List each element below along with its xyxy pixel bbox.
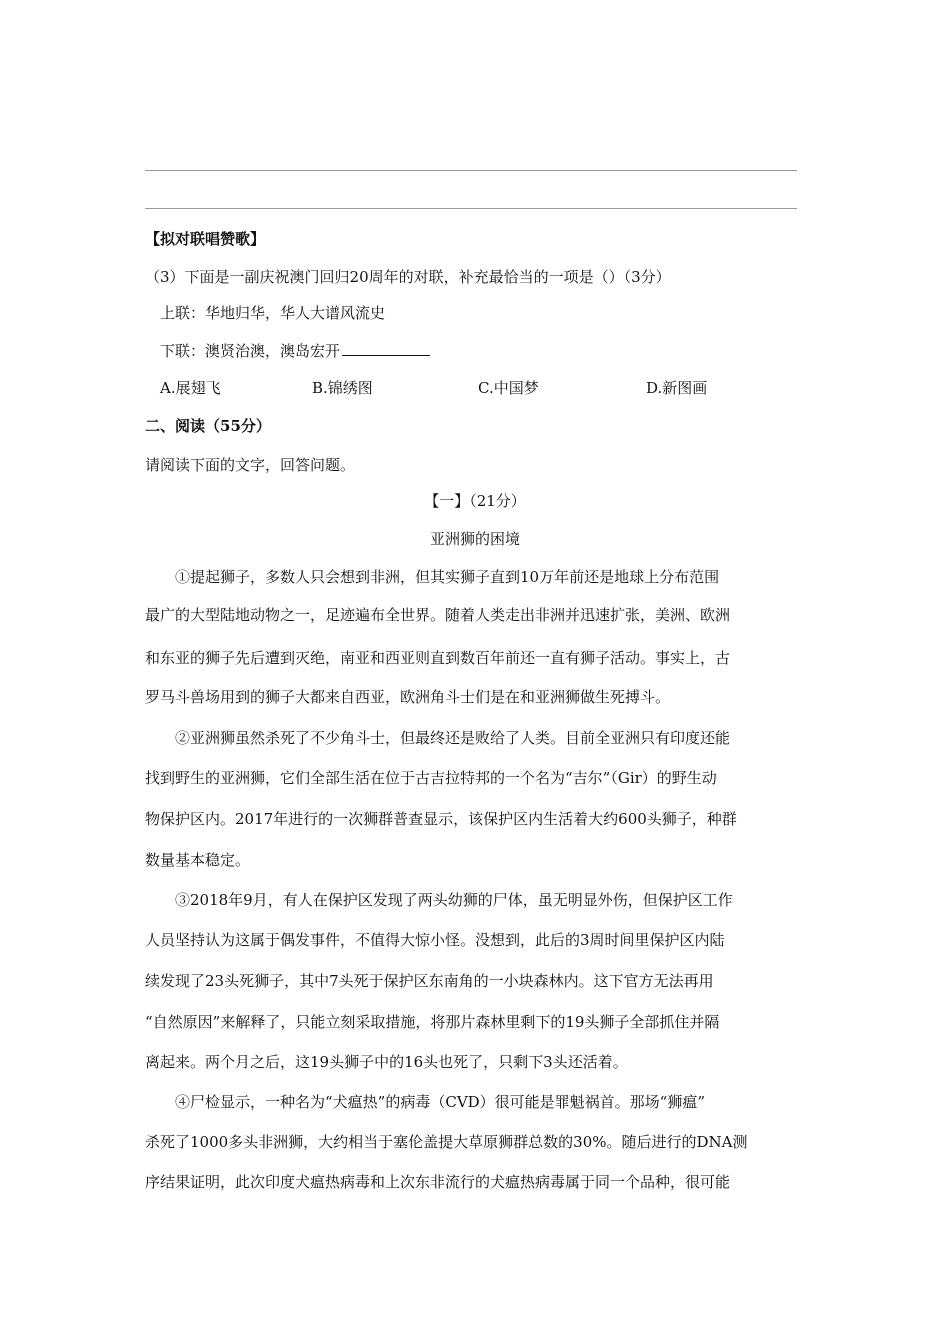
- article-line: 最广的大型陆地动物之一，足迹遍布全世界。随着人类走出非洲并迅速扩张，美洲、欧洲: [145, 606, 731, 624]
- article-line: 和东亚的狮子先后遭到灭绝，南亚和西亚则直到数百年前还一直有狮子活动。事实上，古: [145, 649, 731, 667]
- article-line: 离起来。两个月之后，这19头狮子中的16头也死了，只剩下3头还活着。: [145, 1053, 628, 1071]
- article-line: 序结果证明，此次印度犬瘟热病毒和上次东非流行的犬瘟热病毒属于同一个品种，很可能: [145, 1173, 731, 1191]
- article-line: ④尸检显示，一种名为“犬瘟热”的病毒（CVD）很可能是罪魁祸首。那场“狮瘟”: [175, 1093, 706, 1111]
- article-line: 人员坚持认为这属于偶发事件，不值得大惊小怪。没想到，此后的3周时间里保护区内陆: [145, 931, 725, 949]
- article-line: 找到野生的亚洲狮，它们全部生活在位于古吉拉特邦的一个名为“吉尔”（Gir）的野生动: [145, 769, 717, 787]
- article-line: “自然原因”来解释了，只能立刻采取措施，将那片森林里剩下的19头狮子全部抓住并隔: [145, 1013, 720, 1031]
- option-b: B.锦绣图: [312, 379, 373, 397]
- couplet-lower-line: [160, 341, 430, 361]
- answer-line-1: [145, 170, 797, 171]
- article-line: 数量基本稳定。: [145, 851, 251, 869]
- couplet-options: [0, 378, 950, 398]
- article-line: ③2018年9月，有人在保护区发现了两头幼狮的尸体，虽无明显外伤，但保护区工作: [175, 891, 733, 909]
- article-line: 续发现了23头死狮子，其中7头死于保护区东南角的一小块森林内。这下官方无法再用: [145, 972, 714, 990]
- reading-heading: 二、阅读（55分）: [145, 417, 271, 435]
- article-title: 亚洲狮的困境: [429, 530, 520, 548]
- article-line: 罗马斗兽场用到的狮子大都来自西亚，欧洲角斗士们是在和亚洲狮做生死搏斗。: [145, 688, 671, 706]
- article-line: ①提起狮子，多数人只会想到非洲，但其实狮子直到10万年前还是地球上分布范围: [175, 568, 720, 586]
- couplet-blank: [342, 341, 430, 356]
- part-title: 【一】（21分）: [424, 492, 526, 510]
- couplet-question: （3）下面是一副庆祝澳门回归20周年的对联，补充最恰当的一项是（）（3分）: [145, 268, 671, 286]
- couplet-lower: 下联：澳贤治澳，澳岛宏开: [160, 342, 341, 360]
- article-line: 杀死了1000多头非洲狮，大约相当于塞伦盖提大草原狮群总数的30%。随后进行的DNA测: [145, 1133, 748, 1151]
- option-d: D.新图画: [646, 379, 708, 397]
- couplet-upper: 上联：华地归华，华人大谱风流史: [160, 304, 386, 322]
- option-c: C.中国梦: [478, 379, 539, 397]
- article-line: 物保护区内。2017年进行的一次狮群普查显示，该保护区内生活着大约600头狮子，种群: [145, 810, 737, 828]
- answer-line-2: [145, 208, 797, 209]
- option-a: A.展翅飞: [160, 379, 221, 397]
- couplet-heading: 【拟对联唱赞歌】: [145, 230, 266, 248]
- article-line: ②亚洲狮虽然杀死了不少角斗士，但最终还是败给了人类。目前全亚洲只有印度还能: [175, 729, 731, 747]
- reading-instruction: 请阅读下面的文字，回答问题。: [145, 456, 356, 474]
